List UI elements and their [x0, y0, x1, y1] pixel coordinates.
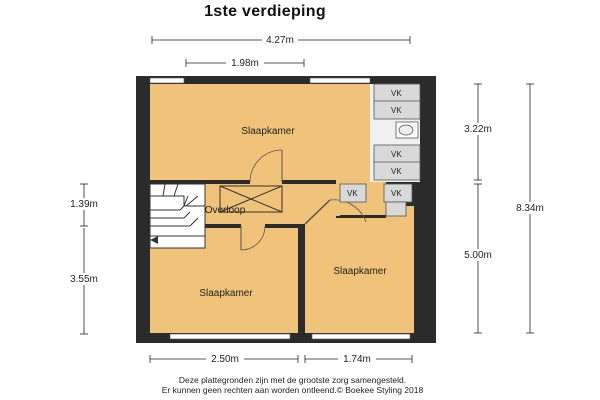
room-label-bedroom-top: Slaapkamer	[241, 126, 295, 137]
closet-label-4: VK	[391, 167, 402, 176]
dim-left-upper-height: 1.39m	[70, 199, 98, 210]
wall-top-bedroom-bottom	[150, 180, 250, 184]
closet-label-1: VK	[391, 89, 402, 98]
closet-label-3: VK	[391, 150, 402, 159]
dim-right-lower-height: 5.00m	[464, 250, 492, 261]
dim-bottom-right-width: 1.74m	[343, 354, 371, 365]
disclaimer-line-1: Deze plattegronden zijn met de grootste zorg samengesteld.	[178, 375, 407, 385]
closet-label-2: VK	[391, 106, 402, 115]
wall-landing-bottom	[205, 224, 241, 228]
dim-left-lower-height: 3.55m	[70, 274, 98, 285]
disclaimer-line-2: Er kunnen geen rechten aan worden ontleend.© Boekee Styling 2018	[161, 385, 424, 395]
floorplan-title: 1ste verdieping	[204, 3, 326, 20]
closet-label-5: VK	[347, 189, 358, 198]
dim-top-inner-width: 1.98m	[231, 58, 259, 69]
dim-total-width: 4.27m	[266, 35, 294, 46]
dim-bottom-left-width: 2.50m	[211, 354, 239, 365]
room-label-bedroom-bottom-left: Slaapkamer	[199, 288, 253, 299]
wall-between-bottom-rooms	[298, 224, 305, 333]
wall-top-bedroom-bottom-right	[282, 180, 336, 184]
dim-right-upper-height: 3.22m	[464, 124, 492, 135]
closet-label-6: VK	[391, 189, 402, 198]
washbasin-icon	[396, 122, 418, 138]
room-label-landing: Overloop	[204, 205, 246, 216]
staircase	[150, 184, 205, 248]
room-label-bedroom-bottom-right: Slaapkamer	[333, 266, 387, 277]
dim-total-height: 8.34m	[516, 203, 544, 214]
disclaimer	[0, 375, 585, 395]
